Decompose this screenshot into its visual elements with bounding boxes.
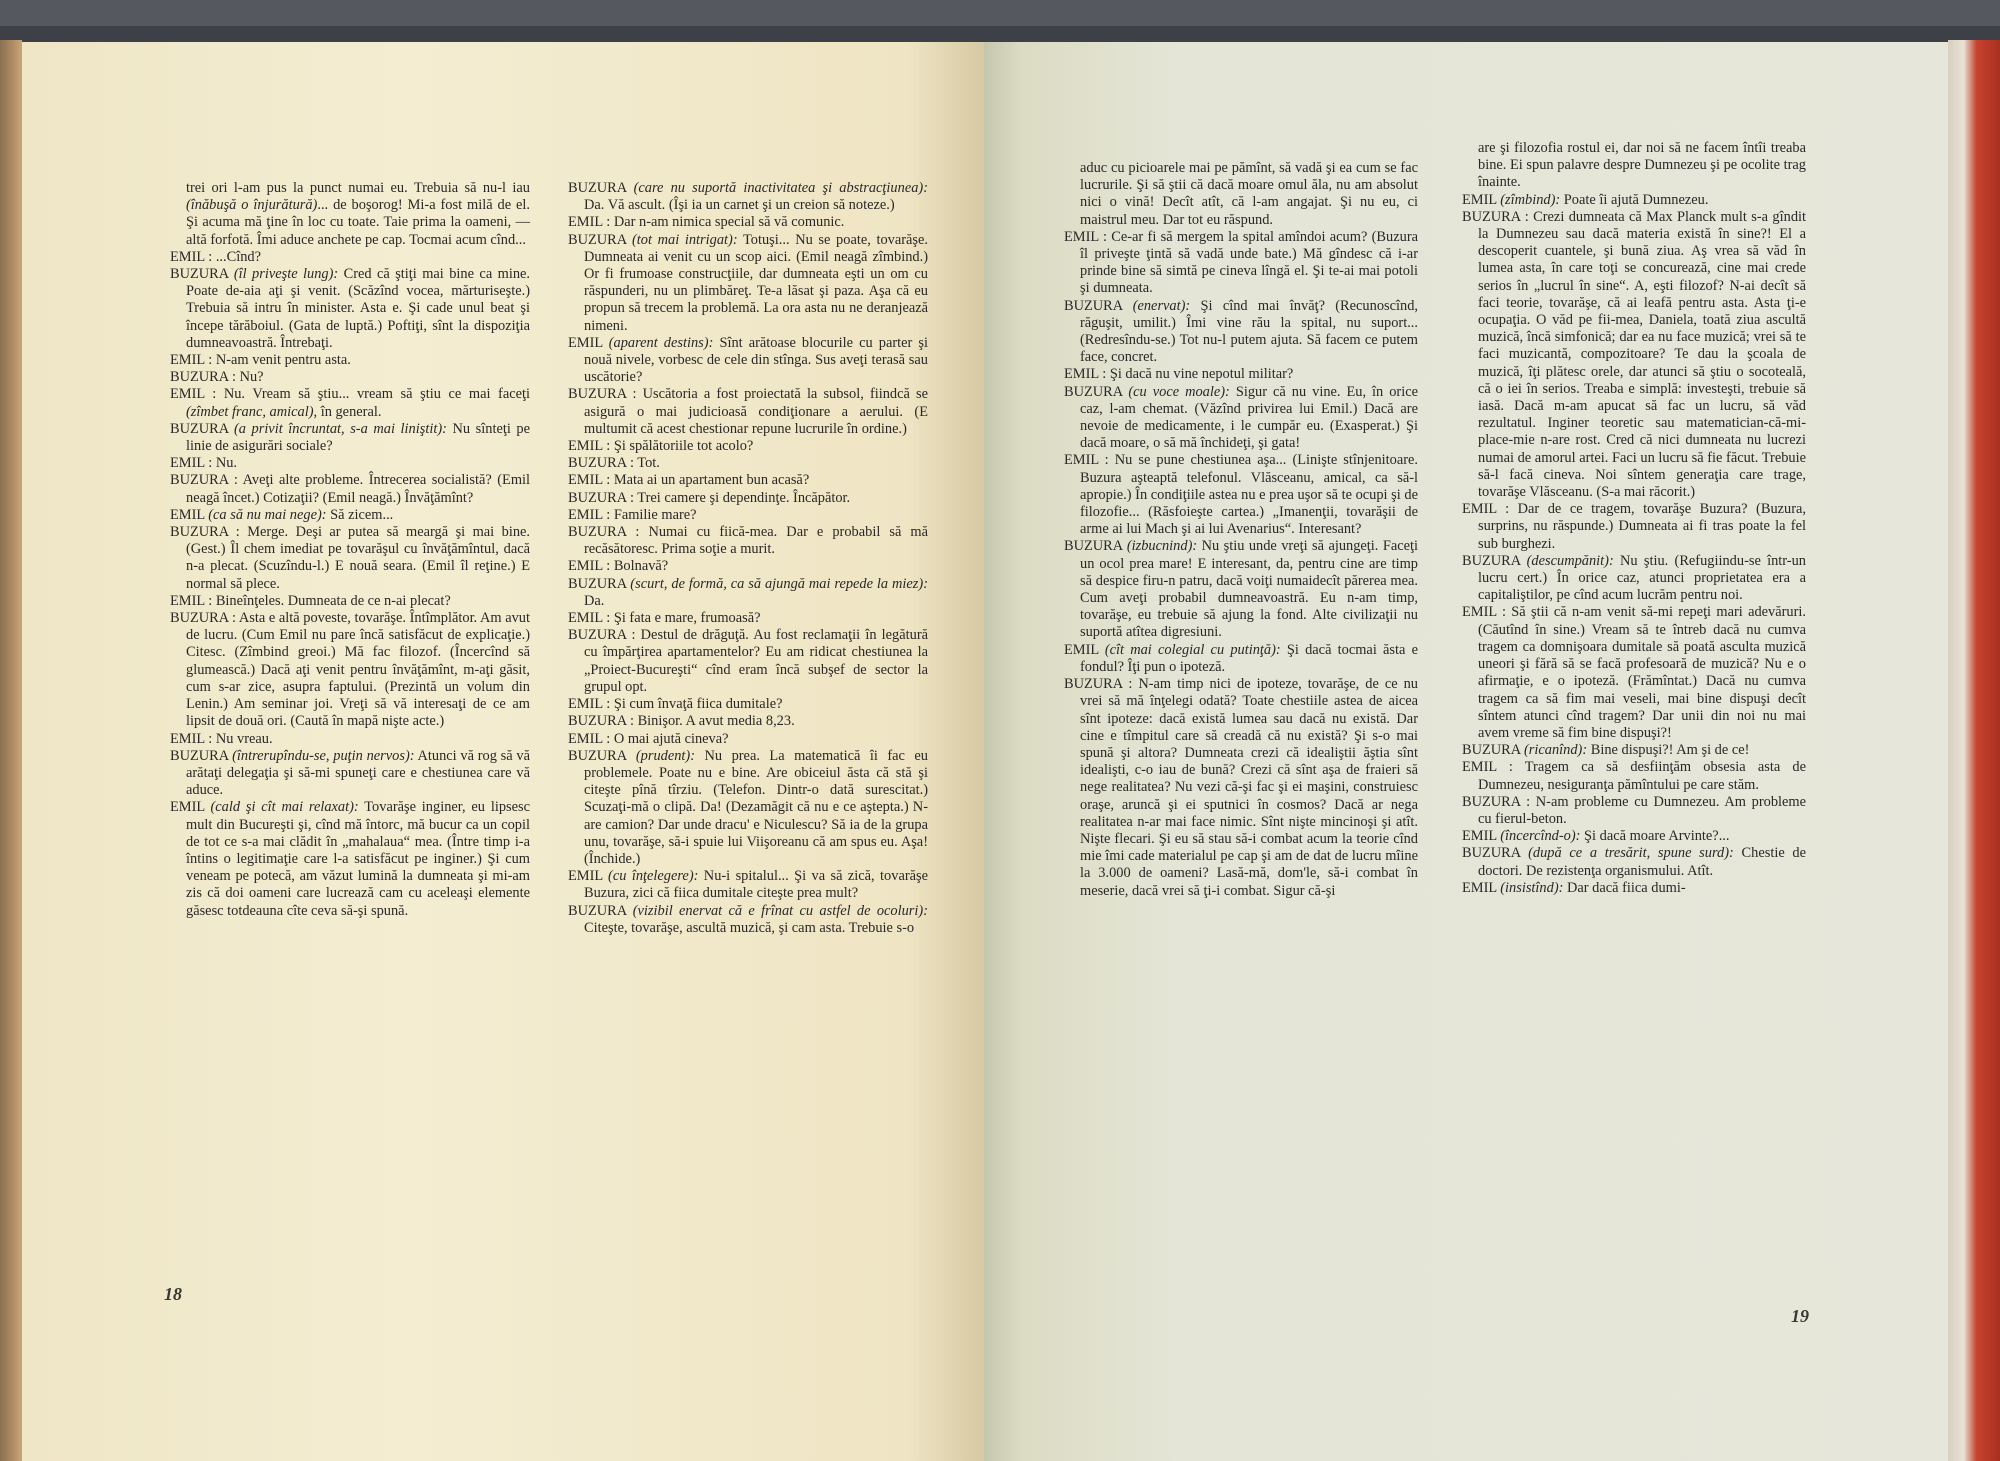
- dialogue-text: Chestie de doctori. De rezistenţa organismului. Atît.: [1478, 845, 1806, 879]
- dialogue-text: are şi filozofia rostul ei, dar noi să ne facem întîi treaba bine. Ei spun palavre despre Dumnezeu şi pe ocolite trag înainte.: [1478, 140, 1806, 191]
- dialogue-paragraph: [568, 903, 928, 937]
- dialogue-paragraph: [1064, 298, 1418, 367]
- speaker-name: EMIL: [170, 799, 205, 816]
- speaker-name: BUZURA: [170, 747, 229, 764]
- speaker-name: EMIL :: [568, 438, 611, 455]
- dialogue-text: Tovarăşe inginer, eu lipsesc mult din Bucureşti şi, cînd mă întorc, mă bucur ca un copil de tot ce s-a mai clădit în „mahalaua“ mea. (Între timp i-a întins o legitimaţie care l-a satisfăcut pe inginer.) Şi cum veneam pe potecă, am văzut lumină la dumneata şi mi-am zis că doi oameni care lucrează cam cu aceleaşi elemente găsesc totdeauna cîte ceva să-şi spună.: [186, 799, 530, 919]
- dialogue-paragraph: [568, 507, 928, 524]
- speaker-name: BUZURA: [1064, 297, 1123, 314]
- speaker-name: BUZURA: [568, 747, 627, 764]
- dialogue-paragraph: [170, 748, 530, 800]
- dialogue-paragraph: [568, 868, 928, 902]
- dialogue-paragraph: [170, 266, 530, 352]
- stage-direction: (întrerupîndu-se, puţin nervos):: [232, 747, 415, 764]
- speaker-name: BUZURA :: [170, 472, 238, 489]
- speaker-name: EMIL :: [568, 696, 611, 713]
- speaker-name: EMIL :: [170, 592, 213, 609]
- dialogue-paragraph: [568, 610, 928, 627]
- dialogue-text: Atunci vă rog să vă arătaţi delegaţia şi să-mi spuneţi care e chestiunea care vă aduce.: [186, 747, 530, 799]
- stage-direction: (enervat):: [1132, 297, 1191, 314]
- speaker-name: BUZURA: [568, 902, 627, 919]
- speaker-name: EMIL :: [170, 455, 213, 472]
- dialogue-paragraph: [1462, 759, 1806, 793]
- right-column-1: [1064, 160, 1418, 900]
- dialogue-paragraph: [568, 490, 928, 507]
- stage-direction: (zîmbet franc, amical),: [186, 403, 318, 420]
- dialogue-text: N-am probleme cu Dumnezeu. Am probleme cu fierul-beton.: [1478, 793, 1806, 827]
- stage-direction: (a privit încruntat, s-a mai liniştit):: [233, 420, 447, 437]
- dialogue-text: Şi spălătoriile tot acolo?: [610, 438, 754, 455]
- dialogue-paragraph: [1064, 384, 1418, 453]
- speaker-name: EMIL :: [1462, 501, 1510, 518]
- speaker-name: BUZURA: [170, 420, 229, 437]
- dialogue-paragraph: [170, 593, 530, 610]
- dialogue-text: Sînt arătoase blocurile cu parter şi nouă nivele, vorbesc de cele din stînga. Sus aveţi terasă sau uscătorie?: [584, 334, 928, 386]
- speaker-name: EMIL :: [1064, 228, 1107, 245]
- left-page: [22, 42, 984, 1461]
- speaker-name: EMIL :: [170, 386, 217, 403]
- dialogue-paragraph: [1462, 880, 1806, 897]
- dialogue-text: ... de boşorog! Mi-a fost milă de el. Şi acuma mă ţine în loc cu toate. Taie prima la oameni, — altă forfotă. Îmi aduce anchete pe cap. Tocmai acum cînd...: [186, 197, 530, 248]
- dialogue-paragraph: [568, 455, 928, 472]
- dialogue-paragraph: [1064, 642, 1418, 676]
- cover-edge-right: [1948, 40, 2000, 1461]
- dialogue-text: Să zicem...: [326, 506, 394, 523]
- dialogue-paragraph: [170, 386, 530, 420]
- dialogue-paragraph: [1064, 676, 1418, 900]
- dialogue-text: Merge. Deşi ar putea să meargă şi mai bine. (Gest.) Îl chem imediat pe tovarăşul cu învăţămîntul, dacă n-a plecat. (Scuzîndu-l.) E nouă seara. (Emil îl reţine.) E normal să plece.: [186, 524, 530, 592]
- dialogue-paragraph: [170, 180, 530, 249]
- dialogue-text: Da. Vă ascult. (Îşi ia un carnet şi un creion să noteze.): [584, 197, 895, 214]
- speaker-name: BUZURA :: [568, 713, 634, 730]
- speaker-name: EMIL: [568, 334, 603, 351]
- speaker-name: BUZURA: [1064, 538, 1123, 555]
- dialogue-text: O mai ajută cineva?: [610, 730, 729, 747]
- speaker-name: BUZURA :: [1462, 208, 1529, 225]
- dialogue-text: Nu ştiu. (Refugiindu-se într-un lucru cert.) În orice caz, atunci proprietatea era a capitaliştilor, pe cînd acum lucrăm pentru noi.: [1478, 552, 1806, 604]
- dialogue-text: Numai cu fiică-mea. Dar e probabil să mă recăsătoresc. Prima soţie a murit.: [584, 524, 928, 558]
- dialogue-paragraph: [568, 558, 928, 575]
- stage-direction: (zîmbind):: [1500, 191, 1561, 208]
- dialogue-text: Sigur că nu vine. Eu, în orice caz, l-am chemat. (Văzînd privirea lui Emil.) Dacă are nevoie de medicamente, i le cumpăr eu. (Exasperat.) Şi dacă moare, o să mă închideţi, şi gata!: [1080, 383, 1419, 452]
- dialogue-text: Să ştii că n-am venit să-mi repeţi mari adevăruri. (Căutînd în sine.) Vream să te întreb dacă nu cumva tragem ca domnişoara dumitale să poată asculta muzică uneori şi fără să se facă profesoară de muzică? Nu e o afirmaţie, e o ipoteză. (Frămîntat.) Dacă nu cumva tragem ca să fim mai veseli, mai bine dispuşi decît sîntem atunci cînd tragem? Dar unii din noi nu mai avem vreme să fim bine dispuşi?!: [1478, 604, 1807, 741]
- dialogue-text: Totuşi... Nu se poate, tovarăşe. Dumneata ai venit cu un scop aici. (Emil neagă zîmbind.) Or fi frumoase construcţiile, dar dumneata eşti un om cu răspunderi, nu un plimbăreţ. Te-a lăsat şi paza. Aşa că eu propun să trecem la problemă. La ora asta nu ne deranjează nimeni.: [584, 231, 928, 334]
- dialogue-paragraph: [568, 472, 928, 489]
- speaker-name: BUZURA: [568, 231, 627, 248]
- dialogue-text: Şi cînd mai învăţ? (Recunoscînd, răguşit, umilit.) Îmi vine rău la spital, nu suport... (Redresîndu-se.) Tot nu-l putem ajuta. Să facem ce putem face, concret.: [1080, 297, 1418, 366]
- left-column-1: [170, 180, 530, 920]
- speaker-name: BUZURA :: [568, 627, 636, 644]
- page-number-right: 19: [1791, 1306, 1809, 1326]
- dialogue-paragraph: [1462, 140, 1806, 192]
- dialogue-text: Nu vreau.: [212, 730, 273, 747]
- speaker-name: BUZURA :: [170, 524, 240, 541]
- speaker-name: BUZURA :: [568, 455, 634, 472]
- stage-direction: (insistînd):: [1500, 879, 1564, 896]
- dialogue-text: Familie mare?: [610, 506, 697, 523]
- stage-direction: (ricanînd):: [1523, 742, 1588, 759]
- dialogue-text: Şi dacă nu vine nepotul militar?: [1106, 366, 1294, 383]
- speaker-name: EMIL :: [568, 730, 611, 747]
- dialogue-text: Dar dacă fiica dumi-: [1563, 879, 1686, 896]
- left-column-2: [568, 180, 928, 937]
- dialogue-paragraph: [170, 507, 530, 524]
- dialogue-paragraph: [568, 748, 928, 868]
- dialogue-paragraph: [170, 421, 530, 455]
- dialogue-text: [626, 748, 635, 764]
- speaker-name: BUZURA :: [568, 524, 640, 541]
- dialogue-paragraph: [1064, 366, 1418, 383]
- dialogue-text: Destul de drăguţă. Au fost reclamaţii în legătură cu împărţirea apartamentelor? Eu am ridicat chestiunea la „Proiect-Bucureşti“ cînd eram încă subşef de sector la grupul opt.: [584, 627, 929, 695]
- dialogue-paragraph: [1462, 828, 1806, 845]
- speaker-name: EMIL :: [568, 610, 611, 627]
- speaker-name: BUZURA: [1462, 742, 1521, 759]
- speaker-name: BUZURA :: [170, 610, 236, 627]
- stage-direction: (cu înţelegere):: [608, 868, 699, 885]
- right-page: [984, 42, 1948, 1461]
- dialogue-text: Citeşte, tovarăşe, ascultă muzică, şi cam asta. Trebuie s-o: [584, 919, 915, 936]
- speaker-name: BUZURA: [170, 266, 229, 283]
- speaker-name: EMIL: [568, 868, 603, 885]
- dialogue-paragraph: [1462, 553, 1806, 605]
- dialogue-text: Dar n-am nimica special să vă comunic.: [610, 214, 845, 231]
- dialogue-paragraph: [1064, 160, 1418, 229]
- speaker-name: EMIL: [1462, 828, 1497, 845]
- stage-direction: (înăbuşă o înjurătură): [186, 197, 318, 214]
- speaker-name: EMIL :: [1462, 759, 1513, 776]
- dialogue-text: Şi fata e mare, frumoasă?: [610, 610, 761, 627]
- speaker-name: BUZURA :: [568, 386, 637, 403]
- dialogue-paragraph: [170, 610, 530, 730]
- speaker-name: EMIL :: [568, 506, 611, 523]
- stage-direction: (vizibil enervat că e frînat cu astfel de ocoluri):: [632, 902, 928, 919]
- stage-direction: (cît mai colegial cu putinţă):: [1104, 641, 1281, 658]
- dialogue-text: [1122, 298, 1132, 314]
- dialogue-text: trei ori l-am pus la punct numai eu. Trebuia să nu-l iau: [186, 180, 530, 196]
- dialogue-paragraph: [170, 369, 530, 386]
- dialogue-text: Bolnavă?: [610, 558, 669, 575]
- dialogue-paragraph: [568, 731, 928, 748]
- dialogue-paragraph: [568, 524, 928, 558]
- dialogue-paragraph: [568, 438, 928, 455]
- dialogue-paragraph: [1462, 794, 1806, 828]
- speaker-name: BUZURA :: [1462, 793, 1531, 810]
- dialogue-text: Bine dispuşi?! Am şi de ce!: [1587, 742, 1750, 759]
- dialogue-text: N-am venit pentru asta.: [212, 352, 351, 369]
- speaker-name: EMIL :: [568, 558, 611, 575]
- speaker-name: BUZURA: [568, 180, 627, 196]
- speaker-name: EMIL :: [568, 214, 611, 231]
- dialogue-text: Dar de ce tragem, tovarăşe Buzura? (Buzura, surprins, nu răspunde.) Dumneata ai fi tras poate la fel sub burghezi.: [1478, 501, 1806, 552]
- right-column-2: [1462, 140, 1806, 897]
- page-number-left: 18: [164, 1284, 182, 1304]
- dialogue-paragraph: [170, 799, 530, 919]
- dialogue-text: în general.: [317, 403, 382, 420]
- dialogue-text: Trei camere şi dependinţe. Încăpător.: [633, 489, 851, 506]
- speaker-name: BUZURA :: [1064, 676, 1133, 693]
- speaker-name: EMIL: [1462, 191, 1497, 208]
- dialogue-text: Tragem ca să desfiinţăm obsesia asta de Dumnezeu, nesiguranţa pămîntului pe care stăm.: [1478, 759, 1806, 793]
- dialogue-text: Asta e altă poveste, tovarăşe. Întîmplător. Am avut de lucru. (Cum Emil nu pare încă satisfăcut de explicaţie.) Citesc. (Zîmbind greoi.) Mă fac filozof. (Încercînd să glumească.) Dacă aţi venit pentru învăţămînt, m-aţi găsit, cum s-ar zice, asupra faptului. (Prezintă un volum din Lenin.) Am seminar joi. Vreţi să vă interesaţi de ce am lipsit de două ori. (Caută în mapă nişte acte.): [186, 610, 530, 730]
- dialogue-text: Şi cum învaţă fiica dumitale?: [610, 696, 783, 713]
- stage-direction: (ca să nu mai nege):: [208, 506, 327, 523]
- speaker-name: EMIL :: [1064, 366, 1107, 383]
- stage-direction: (care nu suportă inactivitatea şi abstracţiunea):: [633, 180, 928, 196]
- dialogue-paragraph: [1462, 845, 1806, 879]
- dialogue-paragraph: [1064, 229, 1418, 298]
- stage-direction: (tot mai intrigat):: [632, 231, 738, 248]
- speaker-name: BUZURA: [1462, 552, 1521, 569]
- dialogue-text: Cred că ştiţi mai bine ca mine. Poate de-aia aţi şi venit. (Scăzînd vocea, mărturiseşte.) Trebuia să intru în minister. Asta e. Şi cade unul beat şi începe tărăboiul. (Gata de luptă.) Poftiţi, sînt la dispoziţia dumneavoastră. Întrebaţi.: [186, 266, 530, 351]
- dialogue-text: Uscătoria a fost proiectată la subsol, fiindcă se asigură o mai judicioasă condiţionare a aerului. (E multumit că acest chestionar repune lucrurile în ordine.): [584, 386, 929, 437]
- dialogue-paragraph: [1064, 452, 1418, 538]
- dialogue-text: Binişor. A avut media 8,23.: [633, 713, 795, 730]
- dialogue-text: Mata ai un apartament bun acasă?: [610, 472, 810, 489]
- speaker-name: BUZURA: [1462, 845, 1521, 862]
- dialogue-paragraph: [568, 232, 928, 335]
- dialogue-paragraph: [170, 472, 530, 506]
- speaker-name: BUZURA :: [170, 369, 236, 386]
- speaker-name: BUZURA :: [568, 489, 634, 506]
- speaker-name: EMIL :: [568, 472, 611, 489]
- dialogue-paragraph: [1462, 192, 1806, 209]
- dialogue-paragraph: [1462, 209, 1806, 501]
- dialogue-text: Nu.: [212, 455, 238, 472]
- dialogue-text: Nu-i spitalul... Şi va să zică, tovarăşe Buzura, zici că fiica dumitale citeşte prea mult?: [584, 868, 928, 902]
- dialogue-paragraph: [568, 180, 928, 214]
- speaker-name: EMIL :: [170, 352, 213, 369]
- dialogue-text: aduc cu picioarele mai pe pămînt, să vadă şi ea cum se fac lucrurile. Şi să ştii că dacă moare omul ăla, nu am absolut nici o vină! Decît atît, că l-am angajat. Şi nu eu, ci maistrul meu. Dar tot eu răspund.: [1080, 160, 1418, 228]
- speaker-name: BUZURA: [1064, 383, 1123, 400]
- dialogue-paragraph: [170, 731, 530, 748]
- stage-direction: (aparent destins):: [608, 334, 714, 351]
- speaker-name: EMIL: [1064, 641, 1099, 658]
- stage-direction: (descumpănit):: [1526, 552, 1614, 569]
- speaker-name: EMIL: [1462, 879, 1497, 896]
- dialogue-text: Nu?: [235, 369, 264, 386]
- dialogue-paragraph: [1462, 604, 1806, 742]
- speaker-name: EMIL :: [170, 248, 213, 265]
- dialogue-paragraph: [568, 335, 928, 387]
- dialogue-text: Nu se pune chestiunea aşa... (Linişte stînjenitoare. Buzura aşteaptă telefonul. Vlăsceanu, amical, ca să-l apropie.) În condiţiile astea nu e prea uşor să te ocupi şi de filozofie... (Răsfoieşte cartea.) „Imanenţii, tovarăşii de arme ai lui Mach şi ai lui Avenarius“. Interesant?: [1080, 452, 1418, 538]
- cover-edge-left: [0, 40, 22, 1461]
- dialogue-text: [626, 180, 633, 196]
- dialogue-paragraph: [568, 627, 928, 696]
- stage-direction: (prudent):: [635, 747, 696, 764]
- dialogue-paragraph: [1064, 538, 1418, 641]
- speaker-name: EMIL :: [1462, 604, 1506, 621]
- dialogue-paragraph: [568, 214, 928, 231]
- stage-direction: (cald şi cît mai relaxat):: [210, 799, 359, 816]
- dialogue-text: ...Cînd?: [212, 248, 261, 265]
- speaker-name: BUZURA: [568, 575, 627, 592]
- dialogue-text: [1520, 845, 1528, 861]
- dialogue-paragraph: [568, 713, 928, 730]
- dialogue-paragraph: [170, 249, 530, 266]
- dialogue-text: Da.: [584, 592, 605, 609]
- dialogue-paragraph: [170, 524, 530, 593]
- dialogue-paragraph: [1462, 501, 1806, 553]
- dialogue-paragraph: [170, 352, 530, 369]
- stage-direction: (cu voce moale):: [1128, 383, 1230, 400]
- stage-direction: (scurt, de formă, ca să ajungă mai repede la miez):: [630, 575, 928, 592]
- dialogue-text: Şi dacă tocmai ăsta e fondul? Îţi pun o ipoteză.: [1080, 641, 1418, 675]
- dialogue-text: Bineînţeles. Dumneata de ce n-ai plecat?: [212, 592, 451, 609]
- dialogue-text: Poate îi ajută Dumnezeu.: [1560, 191, 1709, 208]
- stage-direction: (izbucnind):: [1126, 538, 1198, 555]
- stage-direction: (după ce a tresărit, spune surd):: [1528, 845, 1734, 862]
- dialogue-text: Şi dacă moare Arvinte?...: [1580, 828, 1730, 845]
- dialogue-text: Nu. Vream să ştiu... vream să ştiu ce mai faceţi: [216, 386, 530, 403]
- dialogue-paragraph: [568, 386, 928, 438]
- speaker-name: EMIL :: [1064, 452, 1109, 469]
- speaker-name: EMIL: [170, 506, 205, 523]
- dialogue-text: Aveţi alte probleme. Întrecerea socialistă? (Emil neagă încet.) Cotizaţii? (Emil neagă.) Învăţămînt?: [186, 472, 531, 506]
- dialogue-text: N-am timp nici de ipoteze, tovarăşe, de ce nu vrei să mă înţelegi odată? Toate chestiile astea de aicea sînt ipoteze: dacă există lumea sau dacă nu există. Dar cine e tîmpitul care să creadă că nu există? Şi s-o mai spună şi altora? Dumneata crezi că idealiştii ăştia sînt idealişti, c-o iau de bună? Crezi că sînt aşa de fraieri să nege realitatea? Nu vezi că-şi fac şi ei maşini, construiesc oraşe, aruncă şi ei sputnici în cosmos? Dacă ar nega realitatea n-ar mai face nimic. Sînt nişte mincinoşi şi atît. Nişte flecari. Şi eu să stau să-i combat acum la teorie cînd mie îmi cade materialul pe cap şi am de dat de lucru mîine la 3.000 de oameni? Lasă-mă, dom'le, să-i combat în meserie, dacă vrei să ţi-i combat. Sigur că-şi: [1080, 676, 1418, 899]
- dialogue-paragraph: [568, 576, 928, 610]
- speaker-name: EMIL :: [170, 730, 213, 747]
- stage-direction: (îl priveşte lung):: [233, 266, 339, 283]
- dialogue-paragraph: [568, 696, 928, 713]
- dialogue-text: Nu sînteţi pe linie de asigurări sociale?: [186, 420, 530, 455]
- stage-direction: (încercînd-o):: [1500, 828, 1581, 845]
- dialogue-text: Ce-ar fi să mergem la spital amîndoi acum? (Buzura îl priveşte ţintă să vadă unde bate.) Mă gîndesc că i-ar prinde bine să simtă pe cineva lîngă el. Şi te-ai mai potoli şi dumneata.: [1080, 228, 1418, 297]
- dialogue-text: Crezi dumneata că Max Planck mult s-a gîndit la Dumnezeu sau dacă materia există în sine?! El a descoperit cuantele, şi bună ziua. Aş vrea să văd în lumea asta, în care toţi se concurează, cine mai crede serios în „lucrul în sine“. A, eşti filozof? N-ai decît să faci teorie, tovarăşe, că ai leafă pentru asta. Asta ţi-e ocupaţia. O văd pe fii-mea, Daniela, toată ziua ascultă muzică, încă simfonică; dar ea nu face muzică; vrei să te faci muzicantă, compozitoare? Te dau la şcoala de muzică, îţi plătesc orele, dar atunci să ştiu o socoteală, că o iei în serios. Treaba e simplă: investeşti, trebuie să iasă. Dacă m-am apucat să fac un lucru, să văd rezultatul. Inginer teoretic sau matematician-că-mi-place-mie n-are rost. Cred că nici dumneata nu lucrezi numai de amorul artei. Faci un lucru să fie făcut. Trebuie să-l facă cineva. Noi sîntem generaţia care trage, tovarăşe Vlăsceanu. (S-a mai răcorit.): [1478, 208, 1807, 501]
- dialogue-text: Nu prea. La matematică îi fac eu problemele. Poate nu e bine. Are obiceiul ăsta că stă şi citeşte pînă tîrziu. (Telefon. Dintr-o dată surescitat.) Scuzaţi-mă o clipă. Da! (Dezamăgit că nu e ce aştepta.) N-are camion? Dar unde dracu' e Niculescu? Să ia de la grupa unu, tovarăşe, să-i spuie lui Viişoreanu că am spus eu. Aşa! (Închide.): [584, 747, 928, 867]
- dialogue-text: Nu ştiu unde vreţi să ajungeţi. Faceţi un ocol prea mare! E interesant, da, pentru cine are timp să despice firu-n patru, dacă voiţi numaidecît părerea mea. Cum aveţi probabil dumneavoastră. Eu n-am timp, tovarăşe, eu trebuie să ajung la fond. Alte civilizaţii nu suportă atîtea digresiuni.: [1080, 538, 1418, 641]
- dialogue-paragraph: [1462, 742, 1806, 759]
- dialogue-paragraph: [170, 455, 530, 472]
- dialogue-text: Tot.: [633, 455, 660, 472]
